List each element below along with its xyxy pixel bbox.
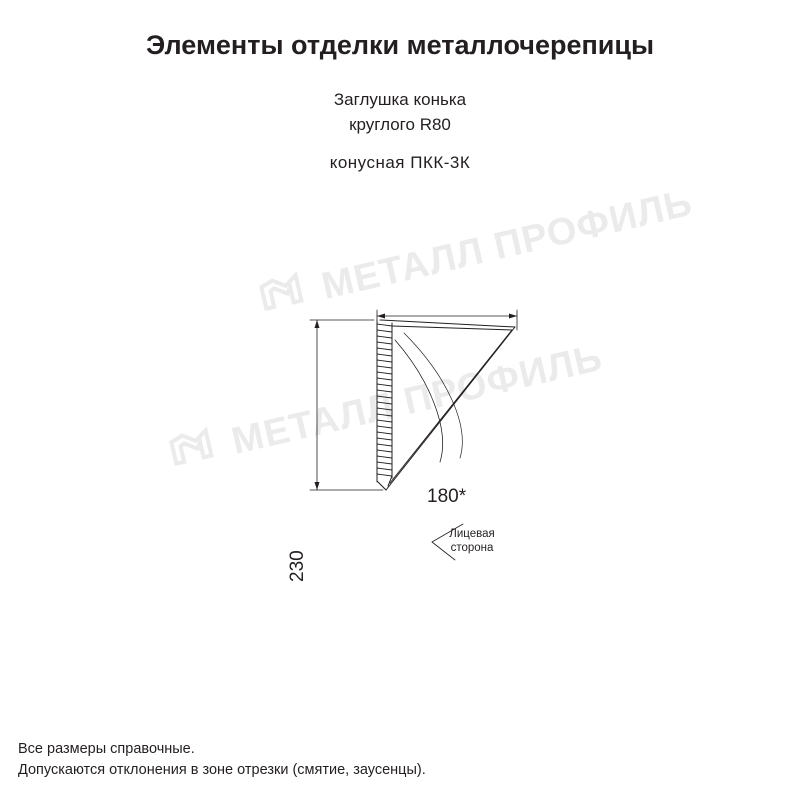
dimension-height-label: 230 — [287, 550, 308, 582]
footnote-line-1: Все размеры справочные. — [18, 740, 195, 757]
cone-surface-curve — [395, 340, 443, 462]
dimension-width — [377, 310, 517, 482]
inner-right-fold — [390, 330, 512, 483]
technical-drawing — [0, 190, 800, 590]
cone-surface-curve-2 — [404, 333, 462, 458]
watermark-text-1: МЕТАЛЛ ПРОФИЛЬ — [317, 181, 697, 308]
corrugation-lines — [377, 324, 392, 476]
face-side-label — [437, 527, 507, 556]
footnote-line-2: Допускаются отклонения в зоне отрезки (смятие, заусенцы). — [18, 762, 426, 779]
page-title: Элементы отделки металлочерепицы — [145, 30, 655, 60]
drawing-svg — [0, 190, 800, 590]
product-code-subtitle: конусная ПКК-3К — [329, 153, 471, 172]
product-subtitle-line-1: Заглушка конька — [333, 90, 467, 109]
watermark-text-2: МЕТАЛЛ ПРОФИЛЬ — [227, 336, 607, 463]
face-side-label-line-2: сторона — [450, 542, 494, 555]
inner-top-fold — [392, 326, 512, 330]
product-subtitle-line-2: круглого R80 — [349, 115, 451, 134]
cap-bottom-edge — [377, 481, 386, 490]
footnotes — [18, 739, 426, 783]
cap-right-edge — [386, 327, 515, 490]
dimension-height — [310, 320, 383, 490]
face-side-label-line-1: Лицевая — [449, 528, 495, 540]
dimension-width-label: 180* — [427, 486, 467, 507]
